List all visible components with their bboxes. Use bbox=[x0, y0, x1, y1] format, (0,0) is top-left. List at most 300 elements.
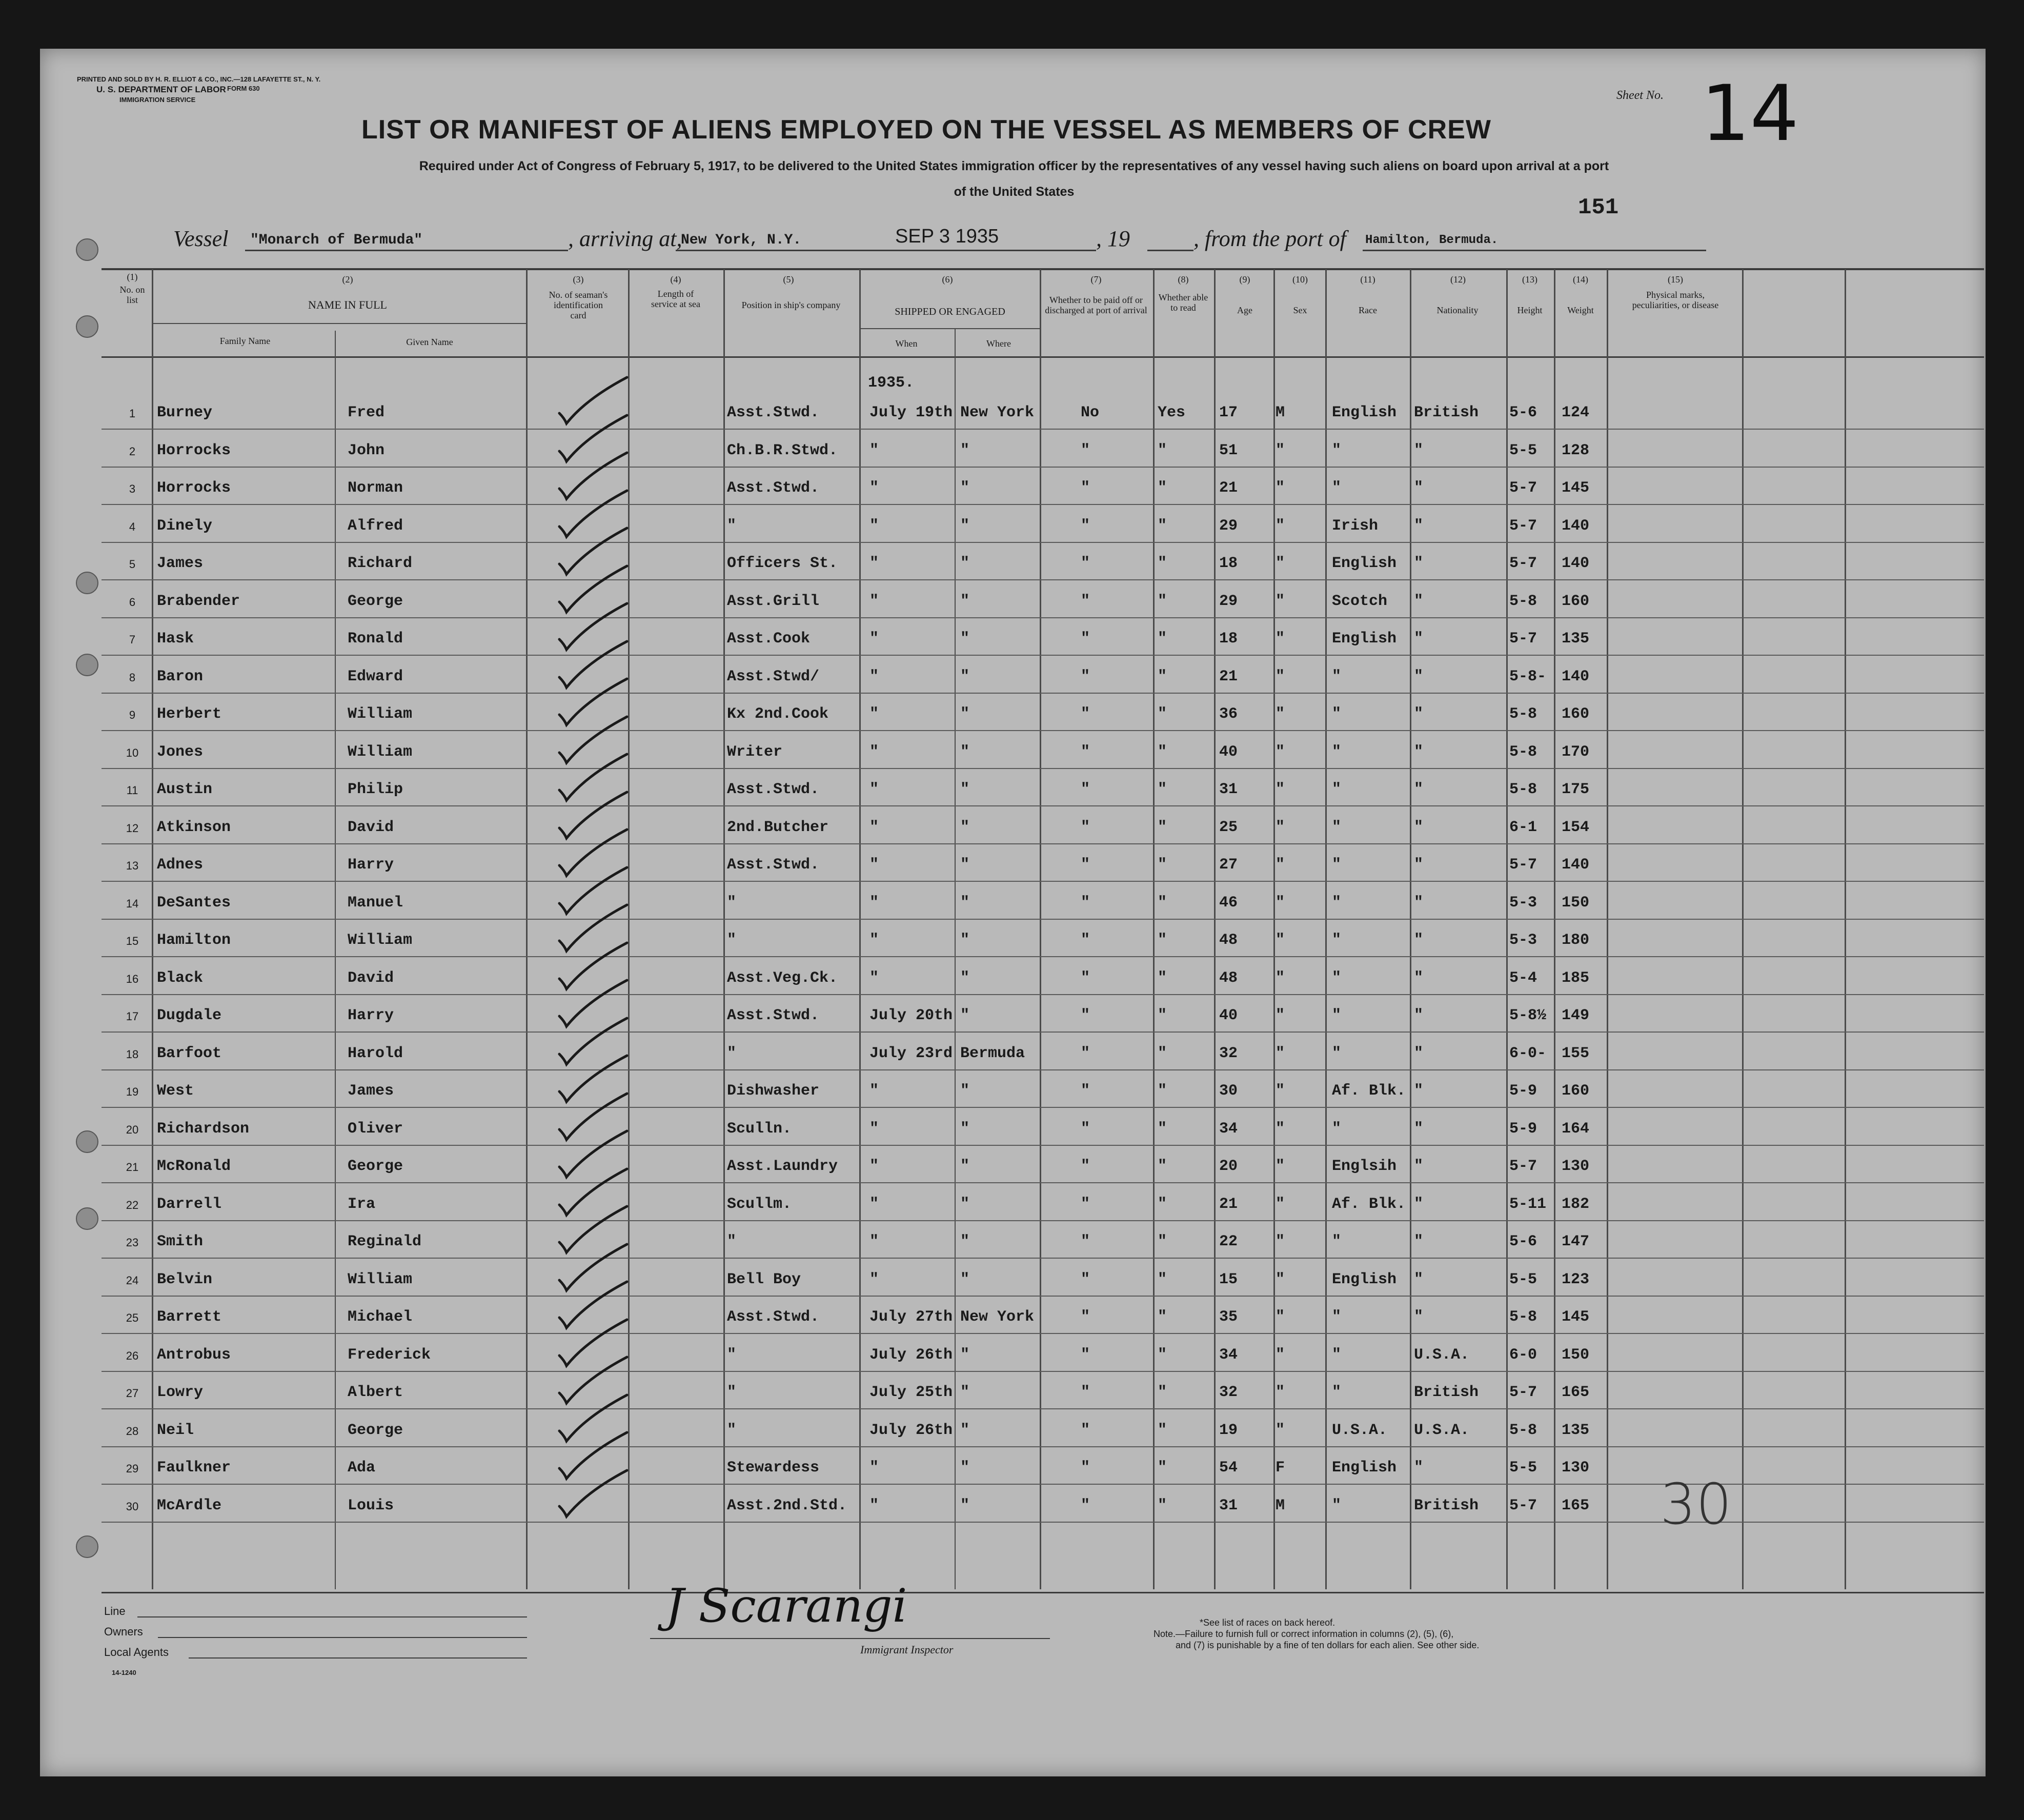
race: Englsih bbox=[1332, 1158, 1397, 1175]
able-to-read: " bbox=[1158, 517, 1167, 535]
height: 5-7 bbox=[1509, 479, 1537, 497]
height: 5-11 bbox=[1509, 1195, 1547, 1213]
col-sex-label: Sex bbox=[1293, 305, 1307, 315]
height: 5-7 bbox=[1509, 1384, 1537, 1401]
nationality: " bbox=[1414, 1459, 1424, 1477]
family-name: Darrell bbox=[157, 1195, 222, 1213]
col-shipped-label: SHIPPED OR ENGAGED bbox=[895, 306, 1005, 317]
col-race-label: Race bbox=[1359, 305, 1377, 315]
row-number: 12 bbox=[126, 821, 139, 835]
able-to-read: " bbox=[1158, 894, 1167, 912]
shipped-when: " bbox=[869, 818, 879, 836]
age: 20 bbox=[1219, 1158, 1238, 1175]
nationality: " bbox=[1414, 630, 1424, 648]
family-name: McArdle bbox=[157, 1497, 222, 1514]
height: 5-8½ bbox=[1509, 1007, 1547, 1024]
sex: " bbox=[1276, 743, 1285, 761]
given-name: Ira bbox=[348, 1195, 376, 1213]
paid-off: " bbox=[1081, 705, 1090, 723]
weight: 164 bbox=[1562, 1120, 1590, 1138]
paid-off: " bbox=[1081, 969, 1090, 987]
paid-off: " bbox=[1081, 743, 1090, 761]
age: 27 bbox=[1219, 856, 1238, 874]
nationality: " bbox=[1414, 818, 1424, 836]
col-age-number: (9) bbox=[1239, 274, 1250, 285]
able-to-read: " bbox=[1158, 479, 1167, 497]
shipped-where: " bbox=[960, 969, 970, 987]
given-name: Harry bbox=[348, 1007, 394, 1024]
position: Officers St. bbox=[727, 555, 838, 572]
col-service-label: Length of service at sea bbox=[651, 289, 700, 309]
shipped-where: " bbox=[960, 1195, 970, 1213]
height: 5-7 bbox=[1509, 856, 1537, 874]
from-port-label: , from the port of bbox=[1193, 226, 1346, 251]
weight: 150 bbox=[1562, 1346, 1590, 1364]
race: " bbox=[1332, 856, 1342, 874]
row-number: 15 bbox=[126, 935, 139, 947]
shipped-when: " bbox=[869, 969, 879, 987]
row-number: 19 bbox=[126, 1085, 139, 1098]
given-name: Philip bbox=[348, 781, 403, 798]
race: " bbox=[1332, 818, 1342, 836]
shipped-where: " bbox=[960, 441, 970, 459]
weight: 123 bbox=[1562, 1270, 1590, 1288]
footer-form-number: 14-1240 bbox=[112, 1669, 136, 1676]
given-name: Manuel bbox=[348, 894, 403, 912]
nationality: " bbox=[1414, 555, 1424, 572]
row-number: 4 bbox=[129, 520, 136, 533]
able-to-read: " bbox=[1158, 1459, 1167, 1477]
able-to-read: " bbox=[1158, 1497, 1167, 1514]
paid-off: " bbox=[1081, 781, 1090, 798]
shipped-where: New York bbox=[960, 1308, 1035, 1326]
shipped-when: " bbox=[869, 705, 879, 723]
race: " bbox=[1332, 1497, 1342, 1514]
able-to-read: " bbox=[1158, 743, 1167, 761]
weight: 175 bbox=[1562, 781, 1590, 798]
height: 5-5 bbox=[1509, 1459, 1537, 1477]
family-name: Burney bbox=[157, 404, 213, 421]
punch-hole bbox=[76, 1535, 98, 1558]
weight: 155 bbox=[1562, 1044, 1590, 1062]
row-number: 2 bbox=[129, 444, 136, 458]
age: 36 bbox=[1219, 705, 1238, 723]
punch-hole bbox=[76, 572, 98, 594]
race: " bbox=[1332, 1384, 1342, 1401]
able-to-read: " bbox=[1158, 592, 1167, 610]
col-height-label: Height bbox=[1517, 305, 1543, 315]
family-name: Hask bbox=[157, 630, 194, 648]
paid-off: " bbox=[1081, 1082, 1090, 1100]
age: 51 bbox=[1219, 441, 1238, 459]
able-to-read: " bbox=[1158, 1044, 1167, 1062]
family-name: McRonald bbox=[157, 1158, 231, 1175]
shipped-where: " bbox=[960, 1346, 970, 1364]
weight: 182 bbox=[1562, 1195, 1590, 1213]
age: 40 bbox=[1219, 1007, 1238, 1024]
given-name: David bbox=[348, 969, 394, 987]
family-name: Adnes bbox=[157, 856, 204, 874]
paid-off: " bbox=[1081, 894, 1090, 912]
able-to-read: " bbox=[1158, 441, 1167, 459]
manifest-title: LIST OR MANIFEST OF ALIENS EMPLOYED ON THE VESSEL AS MEMBERS OF CREW bbox=[361, 115, 1491, 145]
printer-imprint: PRINTED AND SOLD BY H. R. ELLIOT & CO., INC.—128 LAFAYETTE ST., N. Y. bbox=[77, 75, 321, 83]
age: 40 bbox=[1219, 743, 1238, 761]
sex: " bbox=[1276, 1270, 1285, 1288]
age: 19 bbox=[1219, 1421, 1238, 1439]
paid-off: " bbox=[1081, 555, 1090, 572]
given-name: Albert bbox=[348, 1384, 403, 1401]
given-name: Richard bbox=[348, 555, 413, 572]
age: 48 bbox=[1219, 969, 1238, 987]
able-to-read: " bbox=[1158, 1158, 1167, 1175]
given-name: William bbox=[348, 743, 413, 761]
sex: " bbox=[1276, 630, 1285, 648]
age: 31 bbox=[1219, 781, 1238, 798]
given-name: Edward bbox=[348, 668, 403, 685]
position: Asst.Veg.Ck. bbox=[727, 969, 838, 987]
nationality: British bbox=[1414, 1384, 1479, 1401]
shipped-when: " bbox=[869, 932, 879, 949]
paid-off: " bbox=[1081, 1308, 1090, 1326]
sex: " bbox=[1276, 969, 1285, 987]
position: Asst.2nd.Std. bbox=[727, 1497, 847, 1514]
nationality: U.S.A. bbox=[1414, 1346, 1470, 1364]
position: " bbox=[727, 1233, 737, 1250]
nationality: " bbox=[1414, 856, 1424, 874]
race: " bbox=[1332, 1007, 1342, 1024]
height: 5-8 bbox=[1509, 1421, 1537, 1439]
vessel-label: Vessel bbox=[173, 226, 229, 251]
nationality: " bbox=[1414, 1233, 1424, 1250]
weight: 165 bbox=[1562, 1384, 1590, 1401]
sex: " bbox=[1276, 781, 1285, 798]
row-number: 3 bbox=[129, 482, 136, 495]
height: 5-3 bbox=[1509, 932, 1537, 949]
paid-off: " bbox=[1081, 1233, 1090, 1250]
shipped-where: " bbox=[960, 479, 970, 497]
sex: " bbox=[1276, 1158, 1285, 1175]
age: 29 bbox=[1219, 592, 1238, 610]
vessel-name: "Monarch of Bermuda" bbox=[250, 232, 423, 248]
row-number: 25 bbox=[126, 1311, 139, 1324]
row-number: 7 bbox=[129, 633, 136, 646]
weight: 135 bbox=[1562, 630, 1590, 648]
col-paid-number: (7) bbox=[1090, 274, 1102, 285]
shipped-where: " bbox=[960, 856, 970, 874]
position: Asst.Laundry bbox=[727, 1158, 838, 1175]
shipped-where: " bbox=[960, 1233, 970, 1250]
race: " bbox=[1332, 894, 1342, 912]
position: " bbox=[727, 1421, 737, 1439]
age: 34 bbox=[1219, 1120, 1238, 1138]
position: Asst.Stwd. bbox=[727, 1007, 820, 1024]
age: 54 bbox=[1219, 1459, 1238, 1477]
row-number: 10 bbox=[126, 746, 139, 759]
shipped-where: " bbox=[960, 1082, 970, 1100]
nationality: " bbox=[1414, 592, 1424, 610]
weight: 147 bbox=[1562, 1233, 1590, 1250]
year-note: 1935. bbox=[868, 374, 915, 392]
shipped-where: " bbox=[960, 1007, 970, 1024]
penalty-note: Note.—Failure to furnish full or correct information in columns (2), (5), (6), bbox=[1153, 1629, 1454, 1639]
weight: 128 bbox=[1562, 441, 1590, 459]
shipped-when: " bbox=[869, 1270, 879, 1288]
position: Asst.Cook bbox=[727, 630, 811, 648]
race: U.S.A. bbox=[1332, 1421, 1388, 1439]
sex: " bbox=[1276, 894, 1285, 912]
sex: F bbox=[1276, 1459, 1285, 1477]
sex: " bbox=[1276, 932, 1285, 949]
paid-off: " bbox=[1081, 479, 1090, 497]
row-number: 29 bbox=[126, 1462, 139, 1475]
shipped-where: " bbox=[960, 1421, 970, 1439]
family-name: Dinely bbox=[157, 517, 213, 535]
nationality: " bbox=[1414, 969, 1424, 987]
paid-off: " bbox=[1081, 1421, 1090, 1439]
height: 5-8 bbox=[1509, 592, 1537, 610]
row-number: 9 bbox=[129, 709, 136, 721]
col-family-name: Family Name bbox=[219, 336, 271, 346]
given-name: Louis bbox=[348, 1497, 394, 1514]
weight: 140 bbox=[1562, 668, 1590, 685]
shipped-where: " bbox=[960, 630, 970, 648]
footer-line-label: Line bbox=[104, 1605, 126, 1617]
weight: 140 bbox=[1562, 517, 1590, 535]
nationality: " bbox=[1414, 1270, 1424, 1288]
position: Asst.Grill bbox=[727, 592, 820, 610]
col-race-number: (11) bbox=[1360, 274, 1375, 285]
age: 35 bbox=[1219, 1308, 1238, 1326]
shipped-when: " bbox=[869, 555, 879, 572]
age: 46 bbox=[1219, 894, 1238, 912]
sex: " bbox=[1276, 818, 1285, 836]
position: " bbox=[727, 1346, 737, 1364]
row-number: 30 bbox=[126, 1500, 139, 1513]
position: Writer bbox=[727, 743, 783, 761]
able-to-read: " bbox=[1158, 781, 1167, 798]
col-service-number: (4) bbox=[670, 274, 681, 285]
departure-port: Hamilton, Bermuda. bbox=[1365, 233, 1499, 247]
shipped-when: July 19th bbox=[869, 404, 953, 421]
position: Asst.Stwd. bbox=[727, 856, 820, 874]
row-number: 21 bbox=[126, 1161, 139, 1174]
given-name: George bbox=[348, 1158, 403, 1175]
race: " bbox=[1332, 479, 1342, 497]
weight: 185 bbox=[1562, 969, 1590, 987]
position: Asst.Stwd. bbox=[727, 404, 820, 421]
family-name: Jones bbox=[157, 743, 204, 761]
stamp-number: 151 bbox=[1578, 195, 1619, 220]
sex: " bbox=[1276, 705, 1285, 723]
paid-off: " bbox=[1081, 1007, 1090, 1024]
sex: M bbox=[1276, 404, 1285, 421]
row-number: 28 bbox=[126, 1424, 139, 1438]
weight: 149 bbox=[1562, 1007, 1590, 1024]
family-name: Neil bbox=[157, 1421, 194, 1439]
position: Scullm. bbox=[727, 1195, 792, 1213]
age: 29 bbox=[1219, 517, 1238, 535]
race: English bbox=[1332, 555, 1397, 572]
shipped-when: " bbox=[869, 1120, 879, 1138]
position: Bell Boy bbox=[727, 1270, 801, 1288]
position: " bbox=[727, 894, 737, 912]
able-to-read: " bbox=[1158, 818, 1167, 836]
row-number: 20 bbox=[126, 1123, 139, 1136]
col-weight-label: Weight bbox=[1567, 305, 1594, 315]
shipped-where: " bbox=[960, 1384, 970, 1401]
race: Af. Blk. bbox=[1332, 1082, 1406, 1100]
paid-off: " bbox=[1081, 1158, 1090, 1175]
able-to-read: Yes bbox=[1158, 404, 1186, 421]
able-to-read: " bbox=[1158, 969, 1167, 987]
col-weight-number: (14) bbox=[1573, 274, 1588, 285]
weight: 160 bbox=[1562, 1082, 1590, 1100]
able-to-read: " bbox=[1158, 932, 1167, 949]
position: " bbox=[727, 1384, 737, 1401]
nationality: British bbox=[1414, 404, 1479, 421]
weight: 140 bbox=[1562, 555, 1590, 572]
family-name: Black bbox=[157, 969, 204, 987]
given-name: William bbox=[348, 932, 413, 949]
height: 5-8 bbox=[1509, 781, 1537, 798]
weight: 130 bbox=[1562, 1459, 1590, 1477]
shipped-when: " bbox=[869, 743, 879, 761]
col-id-label: No. of seaman's identification card bbox=[549, 290, 608, 320]
given-name: Harry bbox=[348, 856, 394, 874]
paid-off: " bbox=[1081, 856, 1090, 874]
shipped-when: " bbox=[869, 630, 879, 648]
paid-off: " bbox=[1081, 1120, 1090, 1138]
paid-off: " bbox=[1081, 668, 1090, 685]
position: Kx 2nd.Cook bbox=[727, 705, 829, 723]
race: " bbox=[1332, 1346, 1342, 1364]
able-to-read: " bbox=[1158, 1308, 1167, 1326]
height: 5-6 bbox=[1509, 404, 1537, 421]
shipped-when: " bbox=[869, 1497, 879, 1514]
paid-off: " bbox=[1081, 1346, 1090, 1364]
family-name: Horrocks bbox=[157, 479, 231, 497]
sex: M bbox=[1276, 1497, 1285, 1514]
shipped-when: July 20th bbox=[869, 1007, 953, 1024]
height: 5-8 bbox=[1509, 1308, 1537, 1326]
shipped-where: " bbox=[960, 781, 970, 798]
shipped-where: " bbox=[960, 1459, 970, 1477]
sex: " bbox=[1276, 1082, 1285, 1100]
sex: " bbox=[1276, 1384, 1285, 1401]
sex: " bbox=[1276, 856, 1285, 874]
col-position-label: Position in ship's company bbox=[741, 300, 841, 310]
col-read-number: (8) bbox=[1178, 274, 1189, 285]
race: Irish bbox=[1332, 517, 1379, 535]
able-to-read: " bbox=[1158, 1082, 1167, 1100]
given-name: Harold bbox=[348, 1044, 403, 1062]
able-to-read: " bbox=[1158, 630, 1167, 648]
able-to-read: " bbox=[1158, 668, 1167, 685]
position: " bbox=[727, 517, 737, 535]
sex: " bbox=[1276, 592, 1285, 610]
shipped-when: July 25th bbox=[869, 1384, 953, 1401]
family-name: Barrett bbox=[157, 1308, 222, 1326]
nationality: " bbox=[1414, 1195, 1424, 1213]
able-to-read: " bbox=[1158, 705, 1167, 723]
col-shipped-number: (6) bbox=[942, 274, 953, 285]
sex: " bbox=[1276, 1007, 1285, 1024]
able-to-read: " bbox=[1158, 856, 1167, 874]
position: Asst.Stwd. bbox=[727, 1308, 820, 1326]
nationality: British bbox=[1414, 1497, 1479, 1514]
punch-hole bbox=[76, 1207, 98, 1230]
weight: 130 bbox=[1562, 1158, 1590, 1175]
row-number: 6 bbox=[129, 595, 136, 609]
service-name: IMMIGRATION SERVICE bbox=[119, 96, 196, 104]
family-name: Smith bbox=[157, 1233, 204, 1250]
paid-off: " bbox=[1081, 1270, 1090, 1288]
punch-hole bbox=[76, 1130, 98, 1153]
paid-off: " bbox=[1081, 1459, 1090, 1477]
shipped-when: July 27th bbox=[869, 1308, 953, 1326]
col-marks-number: (15) bbox=[1668, 274, 1683, 285]
height: 5-5 bbox=[1509, 1270, 1537, 1288]
shipped-where: " bbox=[960, 705, 970, 723]
row-number: 1 bbox=[129, 407, 136, 420]
sheet-number: 14 bbox=[1701, 69, 1799, 158]
row-number: 5 bbox=[129, 558, 136, 571]
family-name: Hamilton bbox=[157, 932, 231, 949]
given-name: Fred bbox=[348, 404, 385, 421]
shipped-where: " bbox=[960, 1497, 970, 1514]
age: 25 bbox=[1219, 818, 1238, 836]
row-number: 22 bbox=[126, 1198, 139, 1211]
col-nationality-number: (12) bbox=[1450, 274, 1466, 285]
row-number: 23 bbox=[126, 1236, 139, 1249]
given-name: James bbox=[348, 1082, 394, 1100]
shipped-when: " bbox=[869, 479, 879, 497]
family-name: Richardson bbox=[157, 1120, 250, 1138]
given-name: Frederick bbox=[348, 1346, 431, 1364]
weight: 154 bbox=[1562, 818, 1590, 836]
family-name: Belvin bbox=[157, 1270, 213, 1288]
col-nationality-label: Nationality bbox=[1436, 305, 1479, 315]
able-to-read: " bbox=[1158, 1195, 1167, 1213]
shipped-where: " bbox=[960, 668, 970, 685]
given-name: Oliver bbox=[348, 1120, 403, 1138]
height: 5-7 bbox=[1509, 630, 1537, 648]
row-number: 13 bbox=[126, 859, 139, 872]
race: " bbox=[1332, 1308, 1342, 1326]
given-name: George bbox=[348, 592, 403, 610]
given-name: George bbox=[348, 1421, 403, 1439]
weight: 160 bbox=[1562, 592, 1590, 610]
given-name: Michael bbox=[348, 1308, 413, 1326]
age: 21 bbox=[1219, 1195, 1238, 1213]
col-age-label: Age bbox=[1237, 305, 1252, 315]
height: 6-0 bbox=[1509, 1346, 1537, 1364]
shipped-when: July 23rd bbox=[869, 1044, 953, 1062]
height: 5-6 bbox=[1509, 1233, 1537, 1250]
row-number: 18 bbox=[126, 1047, 139, 1061]
age: 17 bbox=[1219, 404, 1238, 421]
nationality: " bbox=[1414, 1044, 1424, 1062]
inspector-label: Immigrant Inspector bbox=[860, 1643, 954, 1656]
form-number: FORM 630 bbox=[227, 85, 260, 92]
age: 32 bbox=[1219, 1384, 1238, 1401]
shipped-where: " bbox=[960, 894, 970, 912]
height: 5-8 bbox=[1509, 743, 1537, 761]
age: 18 bbox=[1219, 630, 1238, 648]
department-name: U. S. DEPARTMENT OF LABOR bbox=[96, 85, 226, 94]
family-name: Antrobus bbox=[157, 1346, 231, 1364]
